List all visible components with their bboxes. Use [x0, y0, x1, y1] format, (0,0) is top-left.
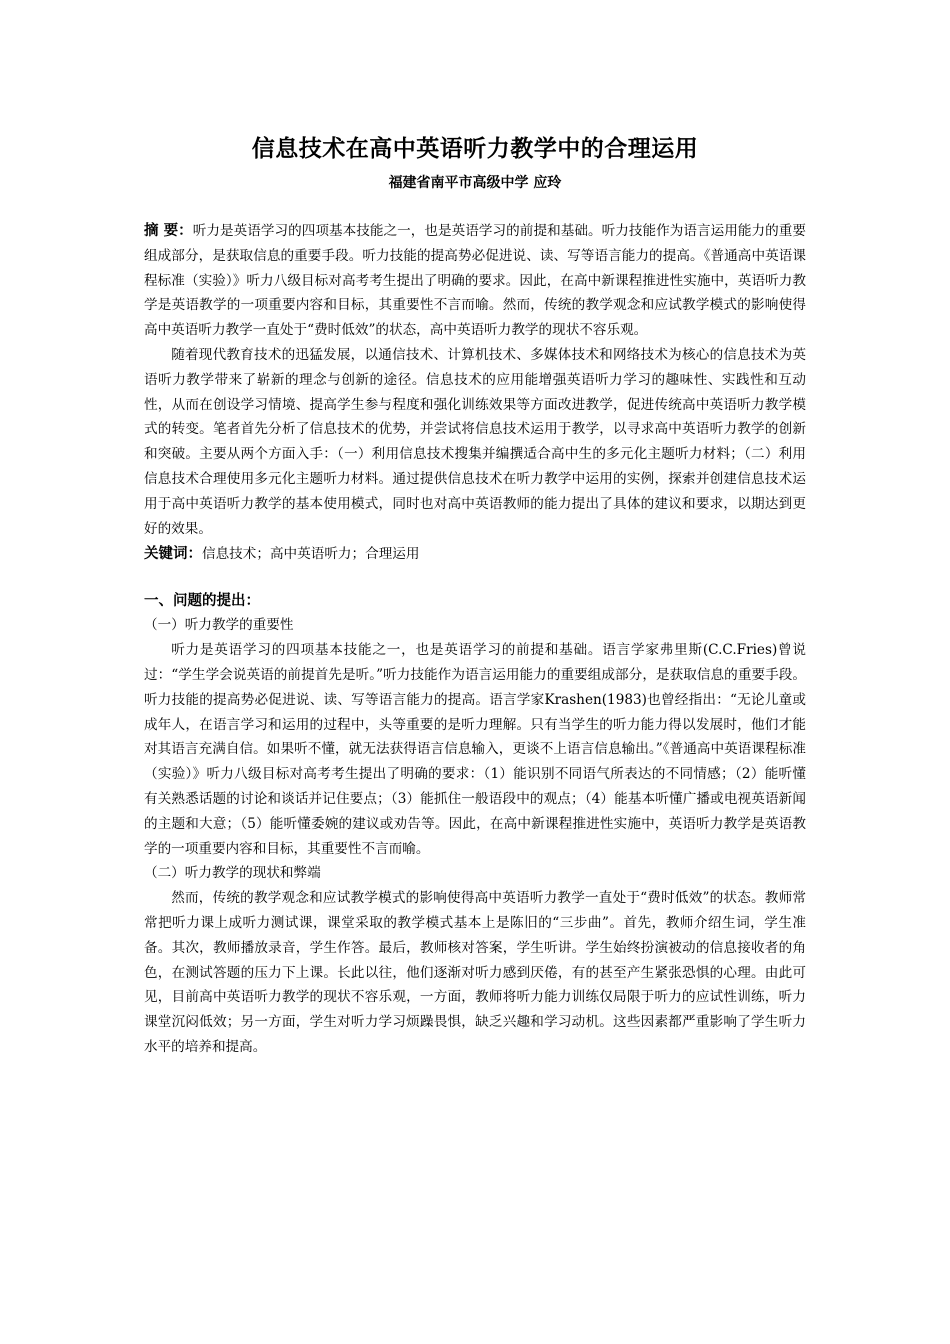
subsection-1-paragraph: 听力是英语学习的四项基本技能之一，也是英语学习的前提和基础。语言学家弗里斯(C.C.Fries)曾说过：“学生学会说英语的前提首先是听。”听力技能作为语言运用能力的重要组成部分，是获取信息的重要手段。听力技能的提高势必促进说、读、写等语言能力的提高。语言学家Krashen(1983)也曾经指出：“无论儿童或成年人，在语言学习和运用的过程中，头等重要的是听力理解。只有当学生的听力能力得以发展时，他们才能对其语言充满自信。如果听不懂，就无法获得语言信息输入，更谈不上语言信息输出。”《普通高中英语课程标准（实验）》听力八级目标对高考考生提出了明确的要求：（1）能识别不同语气所表达的不同情感；（2）能听懂有关熟悉话题的讨论和谈话并记住要点；（3）能抓住一般语段中的观点；（4）能基本听懂广播或电视英语新闻的主题和大意；（5）能听懂委婉的建议或劝告等。因此，在高中新课程推进性实施中，英语听力教学是英语教学的一项重要内容和目标，其重要性不言而喻。	[144, 642, 806, 857]
section-1-heading: 一、问题的提出：	[144, 593, 260, 610]
author-line: 福建省南平市高级中学 应玲	[388, 175, 562, 191]
keywords-label: 关键词：	[144, 546, 202, 563]
keywords-text: 信息技术；高中英语听力；合理运用	[202, 546, 420, 563]
abstract-paragraph-1	[144, 219, 806, 343]
subsection-2-heading: （二）听力教学的现状和弊端	[144, 865, 321, 882]
document-page	[144, 132, 806, 1060]
keywords-line	[144, 541, 806, 567]
document-title: 信息技术在高中英语听力教学中的合理运用	[251, 136, 699, 162]
subsection-1-heading: （一）听力教学的重要性	[144, 617, 294, 634]
subsection-2-paragraph: 然而，传统的教学观念和应试教学模式的影响使得高中英语听力教学一直处于“费时低效”的状态。教师常常把听力课上成听力测试课，课堂采取的教学模式基本上是陈旧的“三步曲”。首先，教师介绍生词，学生准备。其次，教师播放录音，学生作答。最后，教师核对答案，学生听讲。学生始终扮演被动的信息接收者的角色，在测试答题的压力下上课。长此以往，他们逐渐对听力感到厌倦，有的甚至产生紧张恐惧的心理。由此可见，目前高中英语听力教学的现状不容乐观，一方面，教师将听力能力训练仅局限于听力的应试性训练，听力课堂沉闷低效；另一方面，学生对听力学习烦躁畏惧，缺乏兴趣和学习动机。这些因素都严重影响了学生听力水平的培养和提高。	[144, 890, 806, 1055]
abstract-paragraph-2: 随着现代教育技术的迅猛发展，以通信技术、计算机技术、多媒体技术和网络技术为核心的信息技术为英语听力教学带来了崭新的理念与创新的途径。信息技术的应用能增强英语听力学习的趣味性、实践性和互动性，从而在创设学习情境、提高学生参与程度和强化训练效果等方面改进教学，促进传统高中英语听力教学模式的转变。笔者首先分析了信息技术的优势，并尝试将信息技术运用于教学，以寻求高中英语听力教学的创新和突破。主要从两个方面入手：（一）利用信息技术搜集并编撰适合高中生的多元化主题听力材料；（二）利用信息技术合理使用多元化主题听力材料。通过提供信息技术在听力教学中运用的实例，探索并创建信息技术运用于高中英语听力教学的基本使用模式，同时也对高中英语教师的能力提出了具体的建议和要求，以期达到更好的效果。	[144, 346, 806, 537]
abstract-label: 摘 要：	[144, 223, 193, 239]
abstract-text-1: 听力是英语学习的四项基本技能之一，也是英语学习的前提和基础。听力技能作为语言运用能力的重要组成部分，是获取信息的重要手段。听力技能的提高势必促进说、读、写等语言能力的提高。《普通高中英语课程标准（实验）》听力八级目标对高考考生提出了明确的要求。因此，在高中新课程推进性实施中，英语听力教学是英语教学的一项重要内容和目标，其重要性不言而喻。然而，传统的教学观念和应试教学模式的影响使得高中英语听力教学一直处于“费时低效”的状态，高中英语听力教学的现状不容乐观。	[144, 223, 806, 339]
